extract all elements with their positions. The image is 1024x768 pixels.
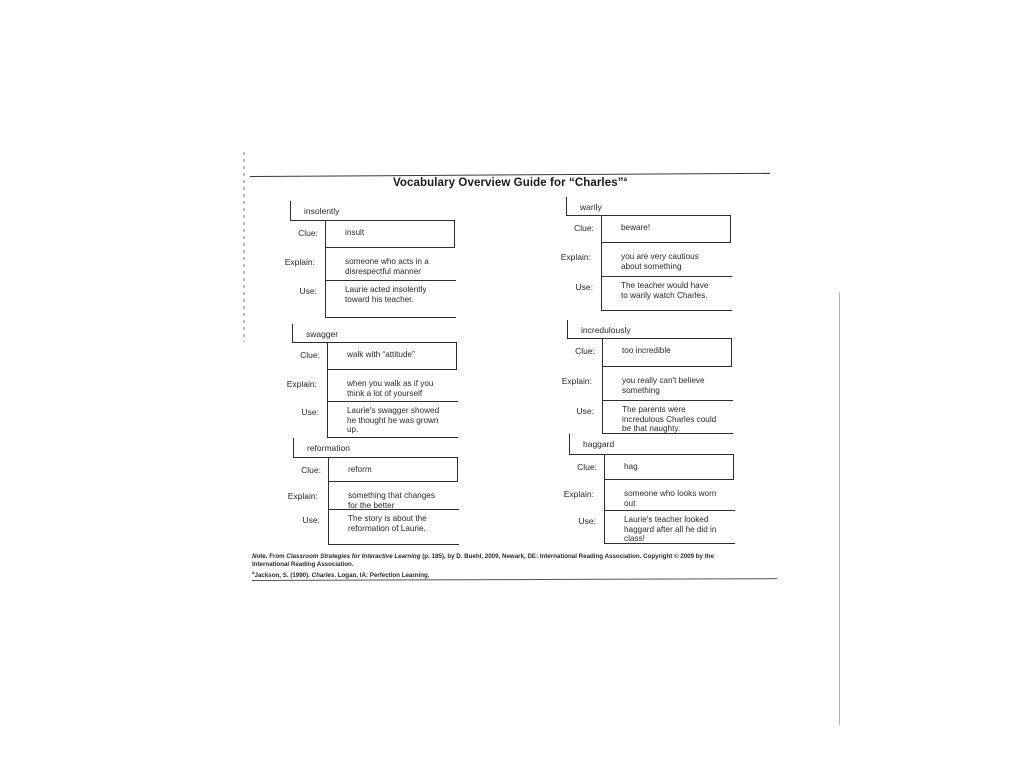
explain-line: out: [624, 498, 636, 508]
use-label: Use:: [576, 406, 594, 416]
word-bracket: [569, 434, 570, 454]
use-line: be that naughty.: [622, 424, 681, 433]
box-left-border: [604, 454, 605, 543]
use-bottom-line: [601, 310, 732, 311]
word-underline: [566, 215, 730, 216]
clue-bottom-line: [604, 479, 734, 480]
use-line: incredulous Charles could: [622, 414, 717, 424]
use-line: The parents were: [622, 405, 686, 414]
explain-text: [622, 376, 747, 395]
use-line: Laurie's swagger showed: [347, 406, 440, 415]
document-title: [250, 177, 770, 189]
box-left-border: [602, 338, 603, 433]
explain-label: Explain:: [563, 489, 594, 499]
explain-bottom-line: [325, 280, 456, 281]
use-line: The teacher would have: [621, 281, 709, 290]
use-text: [347, 406, 472, 435]
use-label: Use:: [299, 286, 317, 296]
explain-bottom-line: [601, 276, 732, 277]
explain-label: Explain:: [561, 376, 592, 386]
explain-text: [621, 252, 746, 271]
explain-line: you really can't believe: [622, 376, 705, 385]
explain-label: Explain:: [287, 491, 318, 501]
title-superscript: a: [623, 177, 627, 184]
explain-text: [345, 257, 470, 276]
clue-text: too incredible: [622, 346, 671, 355]
use-text: [622, 405, 747, 434]
note-from: From: [267, 553, 287, 560]
word-underline: [567, 338, 731, 339]
word-underline: [293, 457, 457, 458]
book-title: Classroom Strategies for Interactive Learning: [286, 553, 421, 560]
clue-text: hag: [624, 462, 638, 471]
scan-right-edge-line: [839, 292, 840, 725]
word-underline: [290, 220, 454, 221]
clue-bottom-line: [601, 242, 731, 243]
box-left-border: [327, 342, 328, 437]
clue-text: beware!: [621, 223, 651, 232]
vocab-word: insolently: [304, 206, 340, 216]
word-underline: [292, 342, 456, 343]
footnote: [252, 553, 762, 579]
use-line: toward his teacher.: [345, 294, 414, 304]
explain-text: [624, 489, 749, 508]
note-rest: (p. 185), by D. Buehl, 2009, Newark, DE: International Reading Association. Copyright © 2009 by the: [420, 553, 714, 560]
use-line: haggard after all he did in: [624, 524, 717, 534]
explain-label: Explain:: [286, 379, 317, 389]
note-label: Note.: [252, 553, 268, 560]
use-text: [621, 281, 746, 300]
clue-bottom-line: [325, 247, 455, 248]
word-underline: [569, 454, 733, 455]
explain-line: something: [622, 385, 660, 395]
use-text: [345, 285, 470, 304]
use-line: reformation of Laurie.: [348, 523, 426, 533]
explain-line: disrespectful manner: [345, 266, 421, 276]
clue-label: Clue:: [577, 462, 597, 472]
title-text: Vocabulary Overview Guide for “Charles”: [392, 177, 624, 189]
clue-bottom-line: [327, 369, 457, 370]
use-label: Use:: [575, 282, 593, 292]
use-text: [624, 515, 749, 544]
vocab-word: haggard: [583, 439, 615, 449]
explain-line: think a lot of yourself: [347, 388, 423, 398]
footnote-note: [252, 553, 762, 561]
word-bracket: [567, 320, 568, 338]
use-text: [348, 514, 473, 533]
clue-bottom-line: [602, 366, 732, 367]
ref-rest: . Logan, IA: Perfection Learning.: [334, 571, 430, 579]
vocab-word: warily: [580, 202, 602, 212]
scan-left-edge: [243, 152, 245, 342]
use-line: Laurie's teacher looked: [624, 515, 709, 524]
explain-label: Explain:: [560, 252, 591, 262]
vocab-word: reformation: [307, 443, 350, 453]
box-left-border: [601, 215, 602, 310]
word-bracket: [566, 197, 567, 215]
ref-title: Charles: [311, 571, 335, 579]
box-left-border: [325, 220, 326, 317]
vocab-word: incredulously: [581, 325, 631, 335]
box-left-border: [328, 457, 329, 544]
use-line: up.: [347, 425, 359, 434]
explain-text: [348, 491, 473, 510]
explain-label: Explain:: [284, 257, 315, 267]
clue-label: Clue:: [300, 350, 320, 360]
word-bracket: [292, 324, 293, 342]
use-line: Laurie acted insolently: [345, 285, 427, 294]
clue-text: reform: [348, 465, 372, 474]
use-label: Use:: [302, 515, 320, 525]
use-line: he thought he was grown: [347, 415, 439, 425]
ref-prefix: a: [252, 569, 255, 575]
explain-line: about something: [621, 261, 682, 271]
use-line: class!: [624, 534, 645, 543]
use-line: The story is about the: [348, 514, 427, 523]
explain-line: you are very cautious: [621, 252, 699, 261]
clue-text: insult: [345, 228, 365, 237]
explain-bottom-line: [602, 400, 733, 401]
explain-line: something that changes: [348, 491, 435, 500]
use-line: to warily watch Charles.: [621, 290, 708, 300]
explain-line: when you walk as if you: [347, 379, 434, 388]
clue-label: Clue:: [301, 465, 321, 475]
explain-bottom-line: [604, 510, 735, 511]
explain-line: someone who acts in a: [345, 257, 429, 266]
use-label: Use:: [578, 516, 596, 526]
explain-line: for the better: [348, 500, 395, 510]
clue-label: Clue:: [575, 346, 595, 356]
clue-bottom-line: [328, 481, 458, 482]
use-bottom-line: [328, 544, 459, 545]
clue-label: Clue:: [298, 228, 318, 238]
use-label: Use:: [301, 407, 319, 417]
word-bracket: [290, 201, 291, 220]
note-line2: International Reading Association.: [252, 560, 354, 568]
clue-label: Clue:: [574, 223, 594, 233]
use-bottom-line: [327, 437, 458, 438]
ref-author: Jackson, S. (1990).: [254, 571, 312, 579]
explain-text: [347, 379, 472, 398]
clue-text: walk with “attitude”: [347, 350, 415, 359]
vocab-word: swagger: [306, 329, 339, 339]
explain-line: someone who looks worn: [624, 489, 717, 498]
explain-bottom-line: [327, 401, 458, 402]
word-bracket: [293, 438, 294, 457]
use-bottom-line: [325, 317, 456, 318]
